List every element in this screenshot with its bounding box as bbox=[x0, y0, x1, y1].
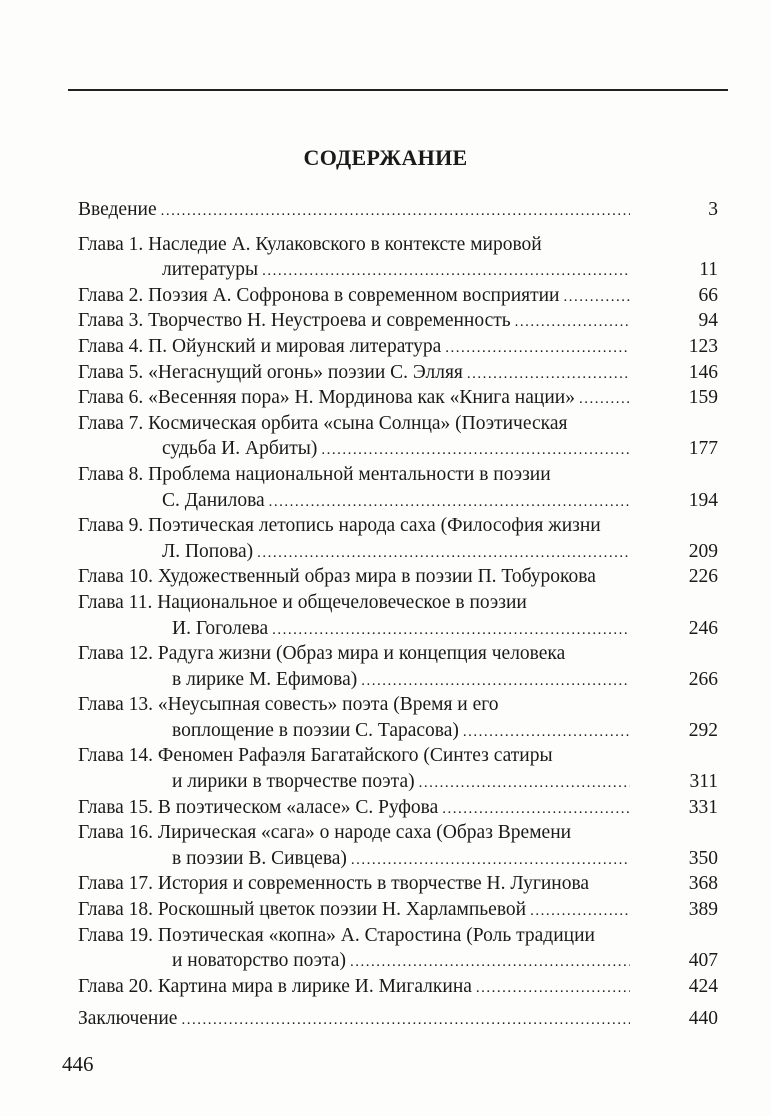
toc-entry-continuation bbox=[78, 436, 718, 462]
toc-entry-title: Глава 17. История и современность в творчестве Н. Лугинова bbox=[78, 873, 590, 895]
toc-entry-line bbox=[78, 197, 718, 223]
toc-page-number: 177 bbox=[688, 438, 718, 460]
toc-entry-line bbox=[78, 1006, 718, 1032]
toc-entry-title: и новаторство поэта) bbox=[172, 950, 346, 972]
toc-entry-title: Введение bbox=[78, 199, 157, 220]
toc-entry-line bbox=[78, 411, 718, 437]
toc-entry bbox=[78, 360, 718, 386]
toc-entry-line bbox=[78, 820, 718, 846]
toc-entry-continuation bbox=[78, 948, 718, 974]
toc-page-number: 389 bbox=[688, 899, 718, 921]
toc-entry bbox=[78, 871, 718, 897]
toc-entry-title: Глава 10. Художественный образ мира в поэзии П. Тобурокова bbox=[78, 566, 596, 588]
toc-entry-title: судьба И. Арбиты) bbox=[162, 438, 318, 460]
dot-leader bbox=[269, 490, 630, 516]
toc-page-number: 368 bbox=[688, 873, 718, 895]
toc-page-number: 66 bbox=[698, 284, 718, 306]
dot-leader bbox=[463, 720, 630, 746]
toc-entry-title: и лирики в творчестве поэта) bbox=[172, 771, 415, 793]
toc-entry-title: С. Данилова bbox=[162, 489, 265, 511]
toc-entry-title: Глава 7. Космическая орбита «сына Солнца» (Поэтическая bbox=[78, 412, 568, 434]
toc-page-number: 209 bbox=[688, 540, 718, 562]
toc-entry-title: Глава 4. П. Ойунский и мировая литература bbox=[78, 335, 442, 357]
toc-entry-line bbox=[78, 590, 718, 616]
toc-entry-line bbox=[78, 923, 718, 949]
toc-entry bbox=[78, 641, 718, 692]
dot-leader bbox=[476, 976, 630, 1002]
toc-entry-title: Глава 13. «Неусыпная совесть» поэта (Время и его bbox=[78, 694, 499, 716]
toc-entry-title: Глава 2. Поэзия А. Софронова в современном восприятии bbox=[78, 284, 560, 306]
toc-entry bbox=[78, 1006, 718, 1032]
dot-leader bbox=[442, 797, 630, 823]
toc-entry-continuation bbox=[78, 539, 718, 565]
toc-entry-title: литературы bbox=[162, 259, 259, 281]
toc-page-number: 266 bbox=[688, 668, 718, 690]
toc-page-number: 246 bbox=[688, 617, 718, 639]
toc-page-number: 424 bbox=[688, 975, 718, 997]
toc-entry-title: Глава 5. «Негаснущий огонь» поэзии С. Элляя bbox=[78, 361, 463, 383]
toc-entry-title: Глава 11. Национальное и общечеловеческое в поэзии bbox=[78, 591, 527, 613]
dot-leader bbox=[350, 950, 630, 976]
dot-leader bbox=[515, 310, 630, 336]
toc-entry bbox=[78, 897, 718, 923]
dot-leader bbox=[445, 336, 630, 362]
toc-page-number: 226 bbox=[688, 566, 718, 588]
dot-leader bbox=[351, 848, 630, 874]
toc-entry-continuation bbox=[78, 846, 718, 872]
toc-page-number: 350 bbox=[688, 847, 718, 869]
dot-leader bbox=[361, 669, 630, 695]
toc-entry bbox=[78, 308, 718, 334]
toc-entry bbox=[78, 743, 718, 794]
toc-page-number: 311 bbox=[689, 771, 718, 793]
toc-entry-line bbox=[78, 283, 718, 309]
toc-entry-line bbox=[78, 974, 718, 1000]
toc-entry bbox=[78, 974, 718, 1000]
toc-page-number: 3 bbox=[708, 199, 718, 220]
toc-entry-title: Глава 1. Наследие А. Кулаковского в контексте мировой bbox=[78, 233, 542, 255]
toc-entry bbox=[78, 197, 718, 223]
toc-entry-line bbox=[78, 308, 718, 334]
toc-entry bbox=[78, 232, 718, 283]
dot-leader bbox=[579, 387, 630, 413]
toc-entry-title: Глава 3. Творчество Н. Неустроева и современность bbox=[78, 310, 511, 332]
toc-page-number: 11 bbox=[699, 259, 718, 281]
toc-entry bbox=[78, 590, 718, 641]
toc-entry bbox=[78, 820, 718, 871]
toc-entry-title: Л. Попова) bbox=[162, 540, 254, 562]
toc-entry bbox=[78, 923, 718, 974]
toc-entry-continuation bbox=[78, 769, 718, 795]
toc-page-number: 123 bbox=[688, 335, 718, 357]
toc-entry-title: Глава 9. Поэтическая летопись народа саха (Философия жизни bbox=[78, 515, 601, 537]
dot-leader bbox=[161, 199, 630, 225]
toc-entry-line bbox=[78, 743, 718, 769]
toc-entry bbox=[78, 795, 718, 821]
page-title: СОДЕРЖАНИЕ bbox=[303, 145, 468, 170]
toc-entry-line bbox=[78, 334, 718, 360]
toc-entry bbox=[78, 462, 718, 513]
dot-leader bbox=[419, 771, 630, 797]
toc-entry-line bbox=[78, 462, 718, 488]
dot-leader bbox=[181, 1008, 630, 1034]
toc-entry-title: воплощение в поэзии С. Тарасова) bbox=[172, 719, 459, 741]
dot-leader bbox=[272, 618, 630, 644]
toc-entry-title: Глава 8. Проблема национальной ментальности в поэзии bbox=[78, 463, 551, 485]
toc-entry bbox=[78, 283, 718, 309]
table-of-contents bbox=[78, 197, 718, 1032]
toc-entry-title: Глава 20. Картина мира в лирике И. Мигалкина bbox=[78, 975, 472, 997]
toc-entry bbox=[78, 564, 718, 590]
toc-entry-title: Глава 12. Радуга жизни (Образ мира и концепция человека bbox=[78, 643, 566, 665]
toc-entry bbox=[78, 385, 718, 411]
toc-entry-title: И. Гоголева bbox=[172, 617, 269, 639]
toc-entry-title: Глава 6. «Весенняя пора» Н. Мординова как «Книга нации» bbox=[78, 387, 575, 409]
toc-entry-line bbox=[78, 871, 718, 897]
toc-entry-line bbox=[78, 897, 718, 923]
toc-entry-title: в лирике М. Ефимова) bbox=[172, 668, 358, 690]
header-rule bbox=[68, 89, 728, 91]
dot-leader bbox=[321, 438, 630, 464]
toc-entry-title: в поэзии В. Сивцева) bbox=[172, 847, 347, 869]
toc-entry-line bbox=[78, 564, 718, 590]
dot-leader bbox=[467, 362, 630, 388]
toc-entry bbox=[78, 411, 718, 462]
toc-entry bbox=[78, 513, 718, 564]
toc-entry-line bbox=[78, 385, 718, 411]
toc-entry-line bbox=[78, 692, 718, 718]
toc-entry-line bbox=[78, 795, 718, 821]
toc-entry-title: Глава 14. Феномен Рафаэля Багатайского (Синтез сатиры bbox=[78, 745, 553, 767]
toc-entry-continuation bbox=[78, 488, 718, 514]
toc-entry bbox=[78, 334, 718, 360]
toc-entry-line bbox=[78, 641, 718, 667]
dot-leader bbox=[262, 259, 630, 285]
toc-page-number: 94 bbox=[698, 310, 718, 332]
toc-entry bbox=[78, 692, 718, 743]
toc-entry-continuation bbox=[78, 718, 718, 744]
toc-entry-line bbox=[78, 232, 718, 258]
toc-page-number: 146 bbox=[688, 361, 718, 383]
toc-entry-continuation bbox=[78, 667, 718, 693]
toc-entry-title: Глава 16. Лирическая «сага» о народе саха (Образ Времени bbox=[78, 822, 572, 844]
toc-entry-line bbox=[78, 513, 718, 539]
toc-entry-title: Глава 15. В поэтическом «аласе» С. Руфова bbox=[78, 796, 439, 818]
toc-entry-title: Глава 18. Роскошный цветок поэзии Н. Харлампьевой bbox=[78, 899, 527, 921]
toc-page-number: 292 bbox=[688, 719, 718, 741]
toc-entry-line bbox=[78, 360, 718, 386]
toc-entry-title: Глава 19. Поэтическая «копна» А. Старостина (Роль традиции bbox=[78, 924, 595, 946]
dot-leader bbox=[564, 285, 631, 311]
page-number: 446 bbox=[62, 1052, 94, 1076]
dot-leader bbox=[257, 541, 630, 567]
toc-page-number: 440 bbox=[688, 1008, 718, 1030]
toc-page-number: 194 bbox=[688, 489, 718, 511]
toc-entry-continuation bbox=[78, 616, 718, 642]
toc-entry-continuation bbox=[78, 257, 718, 283]
toc-page-number: 159 bbox=[688, 387, 718, 409]
toc-page-number: 407 bbox=[688, 950, 718, 972]
dot-leader bbox=[530, 899, 630, 925]
toc-entry-title: Заключение bbox=[78, 1008, 178, 1030]
toc-page-number: 331 bbox=[688, 796, 718, 818]
